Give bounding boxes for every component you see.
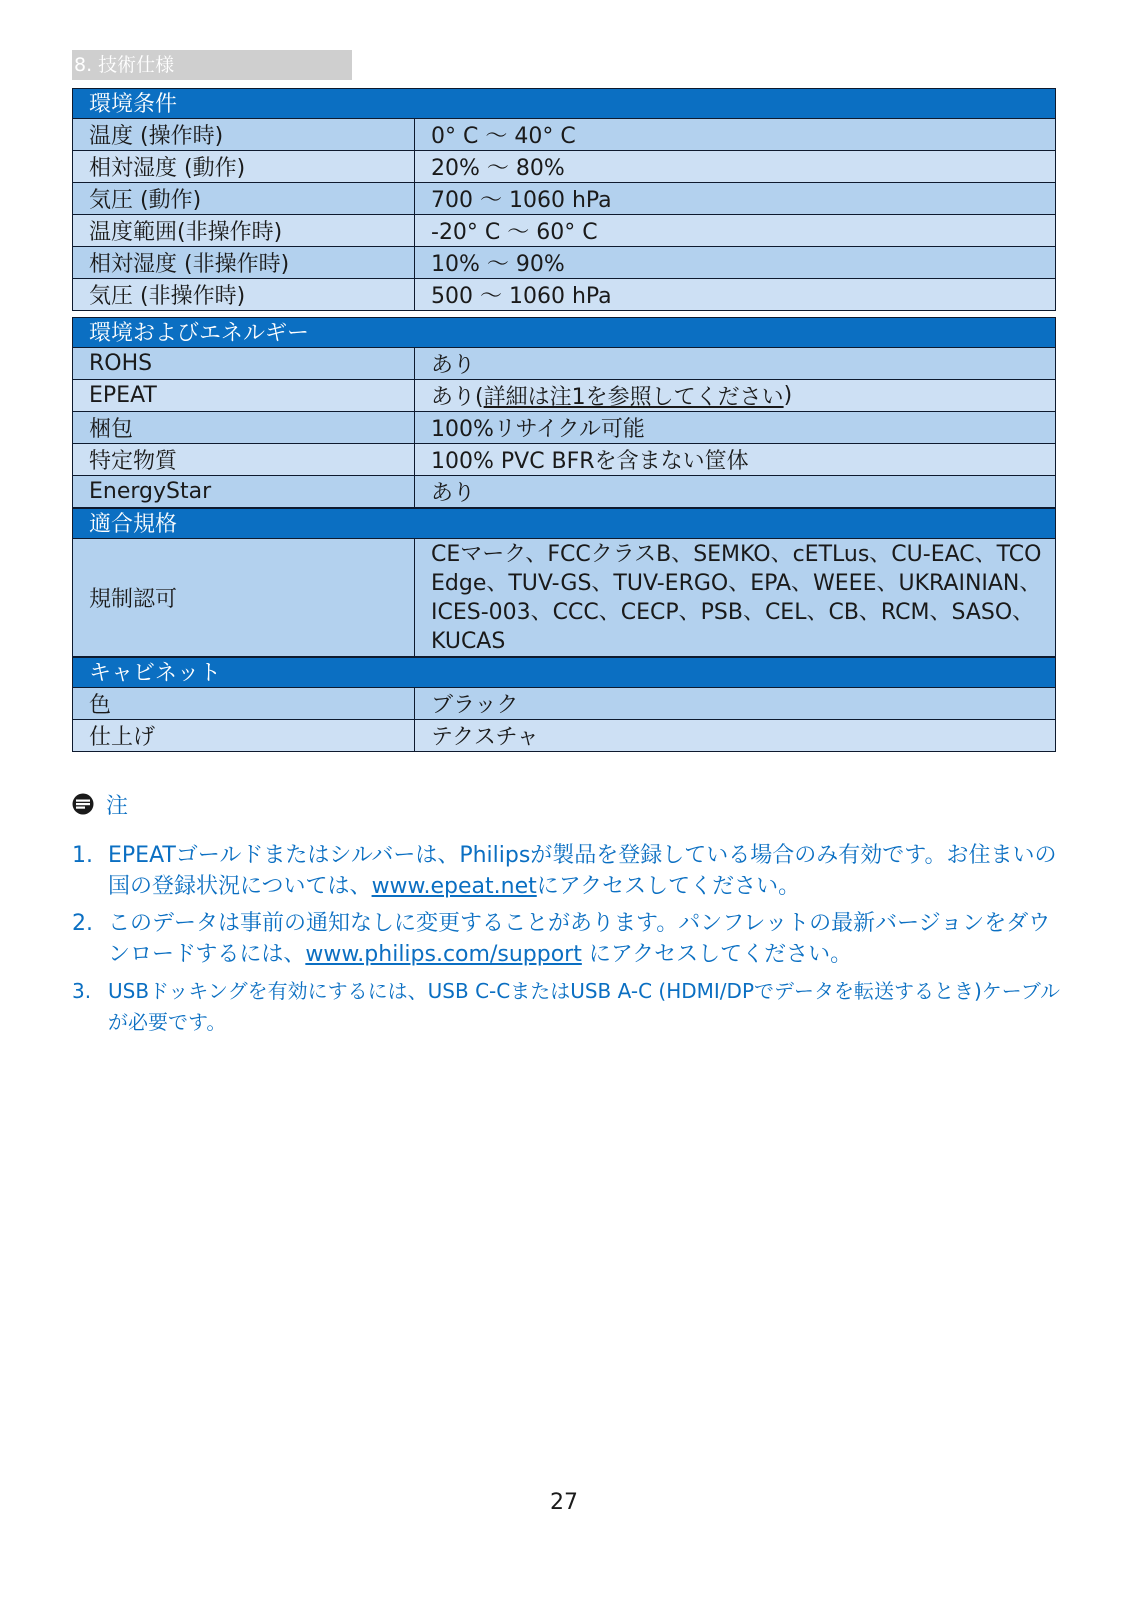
note-text-part: EPEATゴールドまたはシルバーは、Philipsが製品を登録している場合のみ有効です。お住まいの国の登録状況については、 <box>108 843 1057 899</box>
spec-key: 気圧 (動作) <box>73 183 415 214</box>
table-row <box>72 476 1056 508</box>
notes-title: 注 <box>106 793 129 819</box>
note-number: 2. <box>72 911 93 936</box>
spec-value: 100%リサイクル可能 <box>431 417 645 442</box>
note-text-part: にアクセスしてください。 <box>536 874 801 899</box>
value-line: ICES-003、CCC、CECP、PSB、CEL、CB、RCM、SASO、 <box>431 599 1035 625</box>
spec-value: 0° C ～ 40° C <box>431 124 576 149</box>
spec-key: 梱包 <box>73 412 415 443</box>
table-row <box>72 688 1056 720</box>
spec-value: 20% ～ 80% <box>431 156 565 181</box>
section-tab: 8. 技術仕様 <box>72 50 352 80</box>
table-row <box>72 539 1056 657</box>
spec-value: -20° C ～ 60° C <box>431 220 598 245</box>
spec-key: 仕上げ <box>73 720 415 751</box>
spec-key: 規制認可 <box>73 539 415 656</box>
epeat-link[interactable]: www.epeat.net <box>371 874 537 899</box>
note-text-part: にアクセスしてください。 <box>581 942 853 967</box>
spec-group-environment <box>72 88 1056 311</box>
spec-key: 相対湿度 (非操作時) <box>73 247 415 278</box>
spec-value <box>415 380 1055 411</box>
table-row <box>72 183 1056 215</box>
note-icon <box>72 793 94 815</box>
group-header: 適合規格 <box>72 508 1056 539</box>
table-row <box>72 279 1056 311</box>
note-text <box>108 840 1062 902</box>
note-item <box>72 908 1062 970</box>
value-line: KUCAS <box>431 628 506 654</box>
value-line: CEマーク、FCCクラスB、SEMKO、cETLus、CU-EAC、TCO <box>431 541 1042 567</box>
spec-value: あり <box>431 353 476 378</box>
table-row <box>72 412 1056 444</box>
table-row <box>72 215 1056 247</box>
spec-value: テクスチャ <box>431 725 539 750</box>
group-header: キャビネット <box>72 657 1056 688</box>
spec-value <box>415 539 1055 656</box>
note-text-part: このデータは事前の通知なしに変更することがあります。パンフレットの最新バージョンをダウンロードするには、 <box>108 911 1051 967</box>
table-row <box>72 380 1056 412</box>
spec-key: EnergyStar <box>73 476 415 507</box>
spec-value: 100% PVC BFRを含まない筐体 <box>431 449 749 474</box>
table-row <box>72 119 1056 151</box>
spec-group-eco-energy <box>72 317 1056 508</box>
notes-heading <box>72 788 1062 820</box>
table-row <box>72 151 1056 183</box>
note-item <box>72 840 1062 902</box>
spec-key: EPEAT <box>73 380 415 411</box>
value-prefix: あり( <box>431 385 484 410</box>
notes-section <box>72 788 1062 1038</box>
spec-value: 10% ～ 90% <box>431 252 565 277</box>
spec-key: 特定物質 <box>73 444 415 475</box>
page-number: 27 <box>550 1490 578 1515</box>
spec-key: ROHS <box>73 348 415 379</box>
table-row <box>72 444 1056 476</box>
table-row <box>72 247 1056 279</box>
note-reference-link[interactable]: 詳細は注1を参照してください <box>483 385 784 410</box>
note-text: USBドッキングを有効にするには、USB C-CまたはUSB A-C (HDMI/DPでデータを転送するとき)ケーブルが必要です。 <box>108 979 1061 1034</box>
spec-group-compliance <box>72 508 1056 657</box>
spec-value: ブラック <box>431 693 519 718</box>
spec-key: 温度 (操作時) <box>73 119 415 150</box>
spec-key: 温度範囲(非操作時) <box>73 215 415 246</box>
spec-table <box>72 88 1056 752</box>
spec-value: 700 ～ 1060 hPa <box>431 188 612 213</box>
spec-value: あり <box>431 481 476 506</box>
group-header: 環境条件 <box>72 88 1056 119</box>
philips-support-link[interactable]: www.philips.com/support <box>305 942 582 967</box>
note-number: 3. <box>72 979 92 1003</box>
table-row <box>72 348 1056 380</box>
value-suffix: ) <box>783 383 793 408</box>
spec-key: 相対湿度 (動作) <box>73 151 415 182</box>
spec-key: 気圧 (非操作時) <box>73 279 415 310</box>
note-number: 1. <box>72 843 93 868</box>
value-line: Edge、TUV-GS、TUV-ERGO、EPA、WEEE、UKRAINIAN、 <box>431 570 1042 596</box>
note-text <box>108 908 1062 970</box>
table-row <box>72 720 1056 752</box>
note-item <box>72 976 1062 1038</box>
spec-group-cabinet <box>72 657 1056 752</box>
spec-key: 色 <box>73 688 415 719</box>
spec-value: 500 ～ 1060 hPa <box>431 284 612 309</box>
group-header: 環境およびエネルギー <box>72 317 1056 348</box>
